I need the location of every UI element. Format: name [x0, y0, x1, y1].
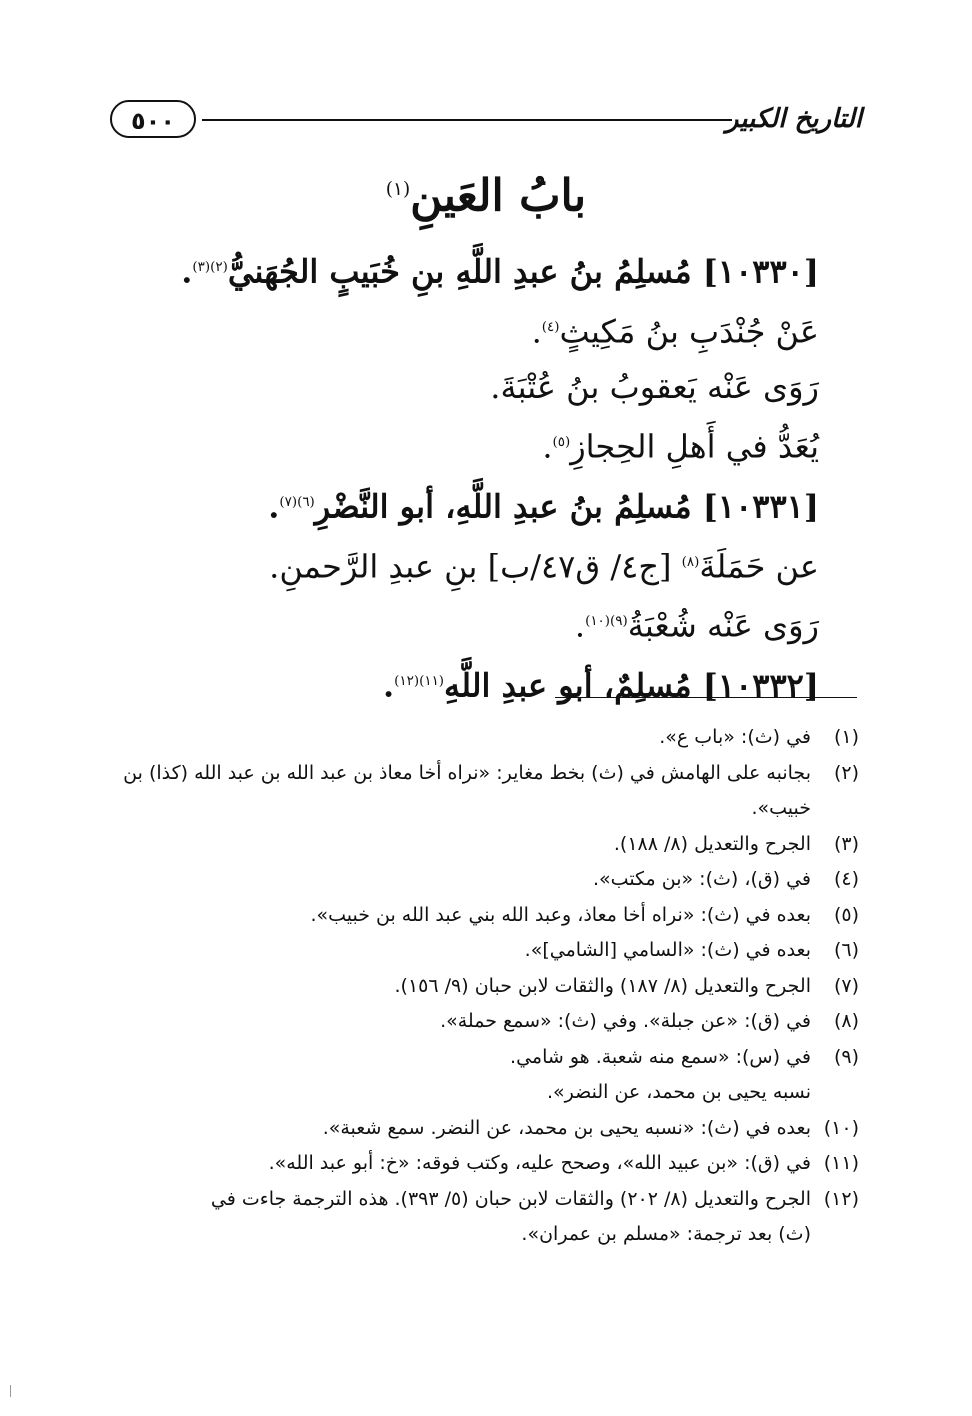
line-text: يُعَدُّ في أَهلِ الحِجازِ: [570, 427, 819, 466]
page-number: ٥٠٠: [110, 100, 196, 138]
entry-line: [139, 594, 819, 654]
running-title: التاريخ الكبير: [725, 104, 862, 134]
footnote-text: الجرح والتعديل (٨/ ٢٠٢) والثقات لابن حبان (٥/ ٣٩٣). هذه الترجمة جاءت في: [210, 1187, 811, 1210]
entry-line: [139, 535, 819, 595]
footnote-text: في (ق): «بن عبيد الله»، وصحح عليه، وكتب فوقه: «خ: أبو عبد الله».: [268, 1152, 811, 1174]
chapter-title: بابُ العَينِ: [410, 170, 587, 222]
header-rule: [202, 119, 732, 121]
footnote: [139, 969, 859, 1005]
footnote-number: (٦): [833, 939, 859, 961]
footnote-ref: (١): [385, 179, 411, 200]
footnote-separator: [555, 697, 857, 698]
line-tail: .: [531, 312, 542, 351]
footnote: [139, 1004, 859, 1040]
footnote-text: بعده في (ث): «نسبه يحيى بن محمد، عن النضر. سمع شعبة».: [322, 1116, 811, 1139]
footnote-text: بعده في (ث): «السامي [الشامي]».: [524, 939, 811, 961]
footnote-continuation: [139, 1217, 859, 1253]
entry-line: [139, 359, 819, 415]
line-tail: .: [181, 252, 193, 291]
entries-body: [139, 240, 819, 714]
footnote: [139, 933, 859, 969]
line-text: [١٠٣٣٠] مُسلِمُ بنُ عبدِ اللَّهِ بنِ خُبَيبٍ الجُهَنيُّ: [227, 252, 819, 291]
entry-line: [139, 300, 819, 360]
line-text: [١٠٣٣٢] مُسلِمٌ، أبو عبدِ اللَّهِ: [444, 666, 819, 705]
line-text: [١٠٣٣١] مُسلِمُ بنُ عبدِ اللَّهِ، أبو النَّضْرِ: [314, 487, 819, 526]
footnote-number: (١): [833, 726, 859, 748]
footnote-number: (٥): [833, 903, 859, 926]
footnote-text: في (ق): «عن جبلة». وفي (ث): «سمع حملة».: [440, 1010, 811, 1032]
footnote-text: نسبه يحيى بن محمد، عن النضر».: [547, 1081, 811, 1103]
chapter-heading: [0, 160, 972, 227]
running-header: [110, 100, 862, 144]
footnote-ref: (١١)(١٢): [394, 673, 445, 689]
footnotes: [123, 720, 859, 1253]
footnote: [139, 1146, 859, 1182]
footnote: [139, 1040, 859, 1076]
footnote-text: في (س): «سمع منه شعبة. هو شامي.: [510, 1045, 811, 1068]
footnote-text: الجرح والتعديل (٨/ ١٨٧) والثقات لابن حبان (٩/ ١٥٦).: [394, 974, 811, 997]
entry-heading: [139, 240, 819, 300]
footnote-ref: (٦)(٧): [279, 494, 315, 510]
footnote: [139, 827, 859, 863]
line-tail: .: [383, 666, 395, 705]
line-text: عن حَمَلَةَ: [699, 547, 819, 586]
footnote-text: في (ق)، (ث): «بن مكتب».: [593, 868, 811, 890]
line-tail: [ج٤/ ق٤٧/ب] بنِ عبدِ الرَّحمنِ.: [269, 547, 682, 586]
footnote-continuation: [139, 791, 859, 827]
footnote-number: (٣): [833, 832, 859, 855]
footnote-number: (٧): [833, 974, 859, 997]
footnote-ref: (٢)(٣): [192, 260, 228, 275]
footnote-number: (٨): [833, 1010, 859, 1032]
footnote-ref: (٤): [541, 319, 560, 335]
entry-heading: [139, 654, 819, 714]
footnote: [139, 1111, 859, 1147]
footnote-number: (٩): [833, 1045, 859, 1068]
entry-heading: [139, 475, 819, 535]
entry-line: [139, 415, 819, 475]
line-text: رَوَى عَنْه يَعقوبُ بنُ عُتْبَةَ.: [490, 368, 819, 407]
line-text: عَنْ جُنْدَبِ بنُ مَكِيثٍ: [559, 312, 819, 351]
line-text: رَوَى عَنْه شُعْبَةُ: [627, 606, 819, 645]
footnote-number: (٤): [833, 868, 859, 890]
footnote: [139, 862, 859, 898]
footnote-ref: (٨): [681, 554, 700, 570]
line-tail: .: [542, 427, 553, 466]
footnote-number: (٢): [833, 761, 859, 784]
footnote-text: بعده في (ث): «نراه أخا معاذ، وعبد الله بني عبد الله بن خبيب».: [310, 903, 811, 926]
footnote: [123, 756, 859, 792]
footnote-continuation: [139, 1075, 859, 1111]
footnote-text: الجرح والتعديل (٨/ ١٨٨).: [613, 832, 811, 855]
footnote: [139, 898, 859, 934]
scan-edge-mark: [10, 1385, 13, 1397]
line-tail: .: [574, 606, 586, 645]
footnote: [139, 1182, 859, 1218]
footnote-text: خبيب».: [751, 797, 811, 819]
footnote-ref: (٥): [552, 435, 571, 451]
footnote: [139, 720, 859, 756]
line-tail: .: [268, 487, 280, 526]
footnote-text: بجانبه على الهامش في (ث) بخط مغاير: «نراه أخا معاذ بن عبد الله بن عبد الله (كذا) بن: [123, 761, 811, 784]
footnote-text: في (ث): «باب ع».: [659, 726, 811, 748]
footnote-ref: (٩)(١٠): [585, 614, 628, 630]
footnote-text: (ث) بعد ترجمة: «مسلم بن عمران».: [521, 1223, 811, 1245]
footnote-number: (١١): [823, 1152, 859, 1174]
footnote-number: (١٠): [823, 1116, 859, 1139]
footnote-number: (١٢): [823, 1187, 859, 1210]
